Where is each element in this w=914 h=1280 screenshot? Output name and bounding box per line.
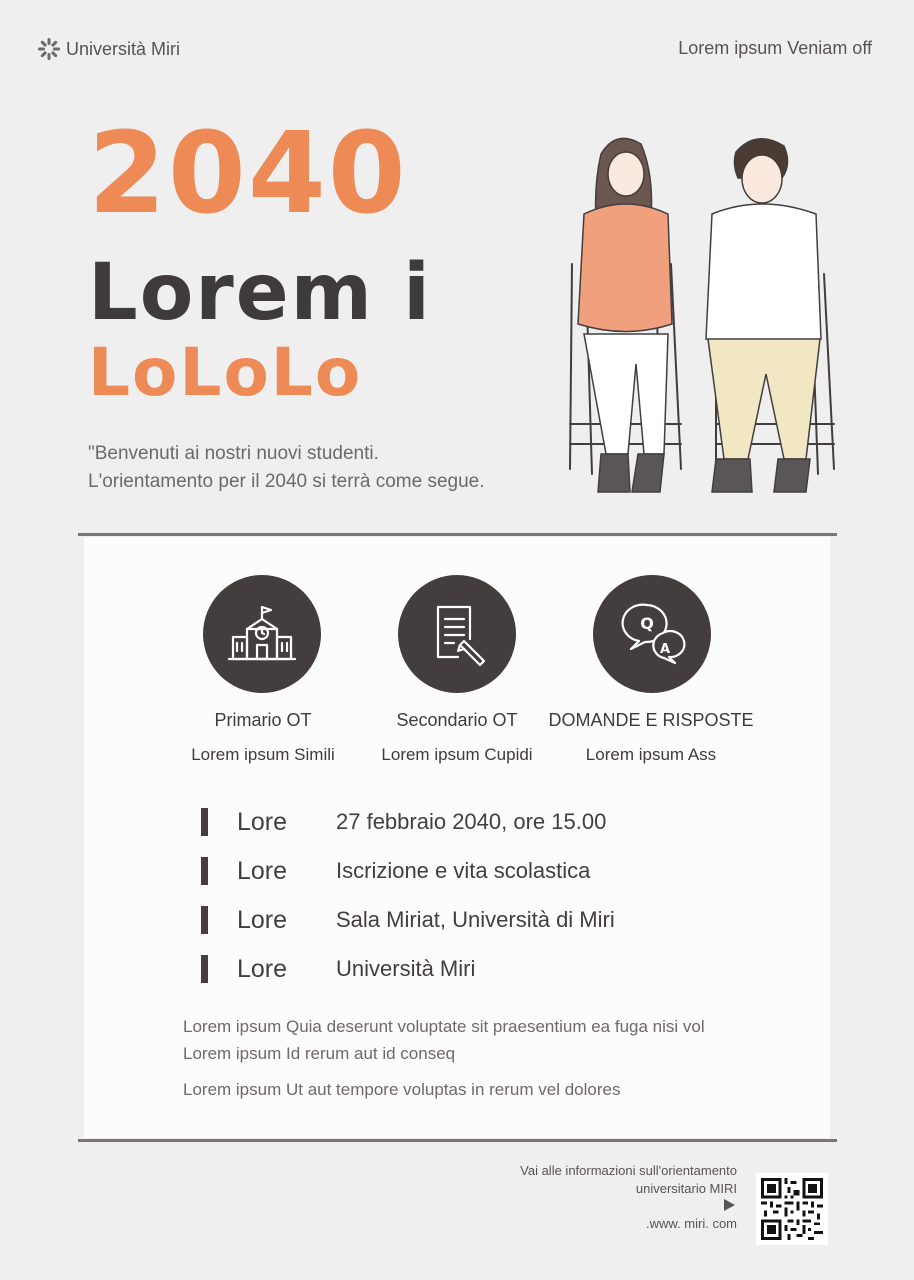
svg-text:Q: Q <box>640 614 654 633</box>
detail-row-topic <box>201 856 591 886</box>
university-name: Università Miri <box>66 38 181 59</box>
university-logo[interactable] <box>36 36 180 62</box>
intro-line2: L'orientamento per il 2040 si terrà come segue. <box>88 471 485 492</box>
column-subtitle-primario: Lorem ipsum Simili <box>191 745 335 764</box>
svg-text:A: A <box>659 642 671 657</box>
column-subtitle-domande: Lorem ipsum Ass <box>585 745 717 764</box>
detail-value: 27 febbraio 2040, ore 15.00 <box>336 809 607 834</box>
qr-code-icon <box>761 1178 823 1240</box>
footer-info <box>520 1162 737 1198</box>
detail-value: Iscrizione e vita scolastica <box>336 858 591 883</box>
header-tagline: Lorem ipsum Veniam off <box>678 38 872 58</box>
qa-icon-circle <box>593 575 711 693</box>
detail-bar <box>201 906 208 934</box>
students-illustration <box>556 124 856 502</box>
bottom-divider <box>78 1139 837 1142</box>
document-pen-icon <box>422 599 492 669</box>
detail-bar <box>201 955 208 983</box>
note-line3: Lorem ipsum Ut aut tempore voluptas in rerum vel dolores <box>183 1080 621 1099</box>
note-line2: Lorem ipsum Id rerum aut id conseq <box>183 1044 456 1063</box>
hero-year: 2040 <box>88 109 408 239</box>
column-title-secondario: Secondario OT <box>396 710 518 730</box>
detail-label: Lore <box>237 856 288 885</box>
detail-label: Lore <box>237 954 288 983</box>
footer-url[interactable]: .www. miri. com <box>646 1216 737 1231</box>
column-subtitle-secondario: Lorem ipsum Cupidi <box>381 745 533 764</box>
column-title-domande: DOMANDE E RISPOSTE <box>548 710 754 730</box>
detail-value: Università Miri <box>336 956 476 981</box>
qr-code[interactable] <box>756 1173 828 1245</box>
footer-line2: universitario MIRI <box>635 1181 737 1196</box>
detail-value: Sala Miriat, Università di Miri <box>336 907 615 932</box>
detail-row-date <box>201 807 607 837</box>
note-line1: Lorem ipsum Quia deserunt voluptate sit praesentium ea fuga nisi vol <box>183 1017 705 1036</box>
document-icon-circle <box>398 575 516 693</box>
detail-bar <box>201 808 208 836</box>
intro-line1: "Benvenuti ai nostri nuovi studenti. <box>88 443 379 464</box>
qa-bubbles-icon <box>617 599 687 669</box>
sunburst-logo-icon <box>36 36 62 62</box>
footer-line1: Vai alle informazioni sull'orientamento <box>520 1163 737 1178</box>
hero-title-line2: LoLoLo <box>88 334 363 411</box>
school-building-icon <box>227 599 297 669</box>
top-divider <box>78 533 837 536</box>
detail-label: Lore <box>237 905 288 934</box>
detail-row-host <box>201 954 476 984</box>
play-arrow-icon <box>724 1199 735 1211</box>
school-icon-circle <box>203 575 321 693</box>
hero-title-line1: Lorem i <box>88 248 432 338</box>
detail-row-location <box>201 905 615 935</box>
hero-intro <box>88 440 485 496</box>
column-title-primario: Primario OT <box>214 710 312 730</box>
detail-label: Lore <box>237 807 288 836</box>
detail-bar <box>201 857 208 885</box>
